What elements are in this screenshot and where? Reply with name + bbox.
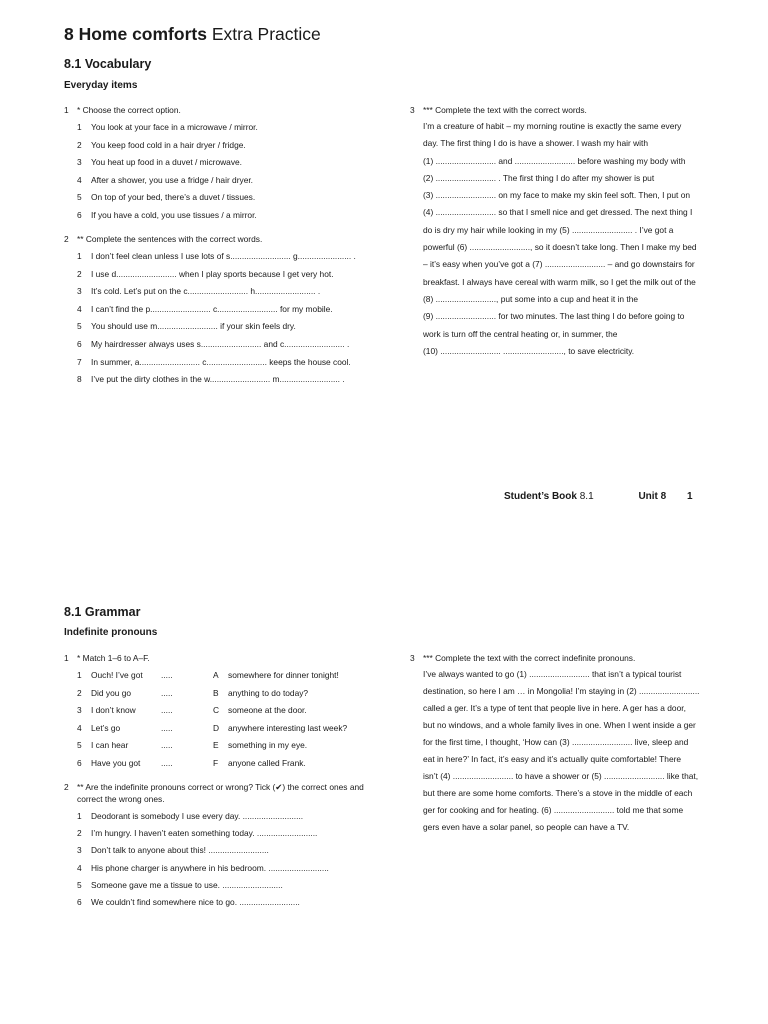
item-number: 3 xyxy=(77,286,82,297)
exercise-heading xyxy=(64,652,394,664)
text-line: work is turn off the central heating or, in summer, the xyxy=(423,328,618,339)
item-text: You keep food cold in a hair dryer / fridge. xyxy=(91,139,246,150)
page-title-bold: 8 Home comforts xyxy=(64,24,207,44)
item-text: I don’t feel clean unless I use lots of s.......................... g....................... . xyxy=(91,251,356,261)
answer-blank: ..... xyxy=(161,670,173,680)
item-number: 7 xyxy=(77,356,82,367)
match-letter: C xyxy=(213,705,220,716)
text-line: (3) .......................... on my face to make my skin feel soft. Then, I put on xyxy=(423,190,691,201)
item-number: 3 xyxy=(77,157,82,168)
grammar-exercise-1 xyxy=(64,652,394,773)
match-left: Let’s go xyxy=(91,722,121,733)
section-grammar: 8.1 Grammar xyxy=(64,605,141,619)
footer-page-number: 1 xyxy=(687,491,693,502)
item-text: In summer, a.......................... c.......................... keeps the house cool. xyxy=(91,356,351,367)
item-text: My hairdresser always uses s.......................... and c.......................... . xyxy=(91,338,350,349)
list-item xyxy=(64,825,382,842)
match-row xyxy=(64,737,394,755)
match-letter: B xyxy=(213,687,219,698)
item-number: 5 xyxy=(77,740,82,751)
match-right: anyone called Frank. xyxy=(228,757,306,768)
item-number: 3 xyxy=(77,845,82,856)
item-text: I can’t find the p.......................... c.......................... for my mobile. xyxy=(91,303,333,314)
text-line: but there are some home comforts. There’s a stove in the middle of each xyxy=(423,788,693,799)
item-text: After a shower, you use a fridge / hair dryer. xyxy=(91,174,253,185)
text-line: (1) .......................... and .......................... before washing my body with xyxy=(423,155,686,166)
answer-blank: ..... xyxy=(161,687,173,698)
page-title xyxy=(64,24,321,45)
match-letter: A xyxy=(213,670,219,680)
text-line: for the first time, I thought, ‘How can (3) .......................... live, sleep and xyxy=(423,737,689,748)
match-right: something in my eye. xyxy=(228,740,308,751)
text-line: (4) .......................... so that I smell nice and get dressed. The next thing I xyxy=(423,207,693,218)
page-title-rest: Extra Practice xyxy=(206,24,321,44)
match-row xyxy=(64,702,394,720)
match-left: I can hear xyxy=(91,740,129,751)
item-number: 1 xyxy=(77,811,82,821)
item-number: 4 xyxy=(77,862,82,873)
text-line: (10) .......................... .........................., to save electricity. xyxy=(423,345,635,356)
item-number: 3 xyxy=(77,705,82,716)
exercise-heading xyxy=(64,233,394,245)
item-text: I’ve put the dirty clothes in the w.......................... m.......................... . xyxy=(91,374,345,385)
vocab-exercise-3 xyxy=(410,104,755,360)
item-number: 2 xyxy=(77,268,82,279)
text-line: destination, so here I am … in Mongolia! I’m staying in (2) .......................... xyxy=(423,686,700,697)
match-row xyxy=(64,720,394,738)
vocab-exercise-2 xyxy=(64,233,394,389)
subsection-everyday-items: Everyday items xyxy=(64,80,138,91)
text-line: ger for cooking and for heating. (6) .......................... told me that some xyxy=(423,805,684,816)
exercise-heading xyxy=(64,104,394,116)
list-item xyxy=(64,137,394,155)
text-line: isn’t (4) .......................... to have a shower or (5) .......................... like that, xyxy=(423,771,699,782)
text-line: eat in here?’ In fact, it’s easy and it’s actually quite comfortable! There xyxy=(423,754,682,765)
match-row xyxy=(64,755,394,773)
item-number: 6 xyxy=(77,209,82,220)
item-number: 8 xyxy=(77,374,82,385)
answer-blank: ..... xyxy=(161,740,173,751)
grammar-exercise-2 xyxy=(64,781,382,911)
item-number: 6 xyxy=(77,757,82,768)
match-left: Have you got xyxy=(91,757,141,768)
exercise-heading xyxy=(410,104,755,116)
exercise-instruction: *** Complete the text with the correct words. xyxy=(423,105,587,115)
list-item xyxy=(64,371,394,389)
item-number: 1 xyxy=(77,251,82,261)
item-number: 4 xyxy=(77,174,82,185)
footer-book-ref: 8.1 xyxy=(576,491,594,502)
exercise-instruction: *** Complete the text with the correct indefinite pronouns. xyxy=(423,653,636,663)
match-right: anywhere interesting last week? xyxy=(228,722,348,733)
match-row xyxy=(64,685,394,703)
answer-blank: ..... xyxy=(161,722,173,733)
list-item xyxy=(64,207,394,225)
section-vocabulary: 8.1 Vocabulary xyxy=(64,57,152,71)
page-footer xyxy=(504,491,693,502)
match-letter: F xyxy=(213,757,219,768)
item-text: You look at your face in a microwave / mirror. xyxy=(91,122,258,132)
item-number: 2 xyxy=(77,687,82,698)
list-item xyxy=(64,119,394,137)
item-number: 2 xyxy=(77,139,82,150)
item-number: 4 xyxy=(77,722,82,733)
text-line: (2) .......................... . The first thing I do after my shower is put xyxy=(423,172,655,183)
item-number: 1 xyxy=(77,122,82,132)
item-text: Deodorant is somebody I use every day. .......................... xyxy=(91,811,304,821)
match-row xyxy=(64,667,394,685)
grammar-exercise-3 xyxy=(410,652,755,836)
item-number: 6 xyxy=(77,897,82,908)
match-letter: D xyxy=(213,722,220,733)
item-text: Don’t talk to anyone about this! .......................... xyxy=(91,845,269,856)
item-text: It’s cold. Let’s put on the c.......................... h.......................... . xyxy=(91,286,321,297)
match-left: Ouch! I’ve got xyxy=(91,670,143,680)
exercise-number: 3 xyxy=(410,105,415,115)
exercise-instruction: * Match 1–6 to A–F. xyxy=(77,653,150,663)
match-left: I don’t know xyxy=(91,705,136,716)
exercise-heading xyxy=(410,652,755,664)
item-number: 6 xyxy=(77,338,82,349)
list-item xyxy=(64,860,382,877)
item-text: We couldn’t find somewhere nice to go. .......................... xyxy=(91,897,300,908)
item-number: 2 xyxy=(77,828,82,839)
match-right: anything to do today? xyxy=(228,687,309,698)
match-right: somewhere for dinner tonight! xyxy=(228,670,339,680)
text-line: (9) .......................... for two minutes. The last thing I do before going to xyxy=(423,311,685,322)
item-text: Someone gave me a tissue to use. .......................... xyxy=(91,879,283,890)
answer-blank: ..... xyxy=(161,705,173,716)
exercise-instruction: ** Are the indefinite pronouns correct or wrong? Tick (✔) the correct ones and correct the wrong ones. xyxy=(77,782,364,804)
list-item xyxy=(64,318,394,336)
text-line: I’ve always wanted to go (1) .......................... that isn’t a typical tourist xyxy=(423,669,682,679)
vocab-exercise-1 xyxy=(64,104,394,225)
text-line: powerful (6) .........................., so it doesn’t take long. Then I make my bed xyxy=(423,242,697,253)
list-item xyxy=(64,894,382,911)
item-number: 5 xyxy=(77,321,82,332)
list-item xyxy=(64,354,394,372)
list-item xyxy=(64,266,394,284)
text-line: gers even have a solar panel, so people can have a TV. xyxy=(423,822,630,833)
exercise-number: 1 xyxy=(64,653,69,663)
list-item xyxy=(64,301,394,319)
item-text: You should use m.......................... if your skin feels dry. xyxy=(91,321,296,332)
item-text: His phone charger is anywhere in his bedroom. .......................... xyxy=(91,862,329,873)
subsection-indefinite-pronouns: Indefinite pronouns xyxy=(64,627,158,638)
list-item xyxy=(64,808,382,825)
footer-book: Student’s Book xyxy=(504,491,577,502)
item-text: You heat up food in a duvet / microwave. xyxy=(91,157,243,168)
item-number: 5 xyxy=(77,192,82,203)
exercise-heading xyxy=(64,781,382,805)
list-item xyxy=(64,172,394,190)
text-line: breakfast. I always have cereal with warm milk, so I get the milk out of the xyxy=(423,276,696,287)
exercise-number: 2 xyxy=(64,234,69,244)
item-text: I use d.......................... when I play sports because I get very hot. xyxy=(91,268,334,279)
item-text: On top of your bed, there’s a duvet / tissues. xyxy=(91,192,256,203)
exercise-instruction: * Choose the correct option. xyxy=(77,105,181,115)
match-left: Did you go xyxy=(91,687,132,698)
item-text: If you have a cold, you use tissues / a mirror. xyxy=(91,209,257,220)
text-line: but no windows, and a whole family lives in one. When I went inside a ger xyxy=(423,720,696,731)
exercise-number: 1 xyxy=(64,105,69,115)
text-line: (8) .........................., put some into a cup and heat it in the xyxy=(423,293,639,304)
list-item xyxy=(64,842,382,859)
footer-unit: Unit 8 xyxy=(638,491,667,502)
exercise-number: 3 xyxy=(410,653,415,663)
item-number: 5 xyxy=(77,879,82,890)
exercise-number: 2 xyxy=(64,782,69,792)
item-number: 1 xyxy=(77,670,82,680)
list-item xyxy=(64,248,394,266)
text-line: I’m a creature of habit – my morning routine is exactly the same every xyxy=(423,121,682,131)
list-item xyxy=(64,154,394,172)
answer-blank: ..... xyxy=(161,757,173,768)
text-line: do is dry my hair while looking in my (5) .......................... . I’ve got a xyxy=(423,224,674,235)
exercise-text xyxy=(410,666,755,836)
text-line: day. The first thing I do is have a shower. I wash my hair with xyxy=(423,138,648,149)
list-item xyxy=(64,189,394,207)
text-line: called a ger. It’s a type of tent that people live in here. A ger has a door, xyxy=(423,703,686,714)
list-item xyxy=(64,336,394,354)
item-text: I’m hungry. I haven’t eaten something today. .......................... xyxy=(91,828,318,839)
match-letter: E xyxy=(213,740,219,751)
list-item xyxy=(64,877,382,894)
item-number: 4 xyxy=(77,303,82,314)
text-line: – it’s easy when you’ve got a (7) .......................... – and go downstairs for xyxy=(423,259,695,270)
match-right: someone at the door. xyxy=(228,705,307,716)
exercise-instruction: ** Complete the sentences with the correct words. xyxy=(77,234,263,244)
list-item xyxy=(64,283,394,301)
exercise-text xyxy=(410,118,755,360)
